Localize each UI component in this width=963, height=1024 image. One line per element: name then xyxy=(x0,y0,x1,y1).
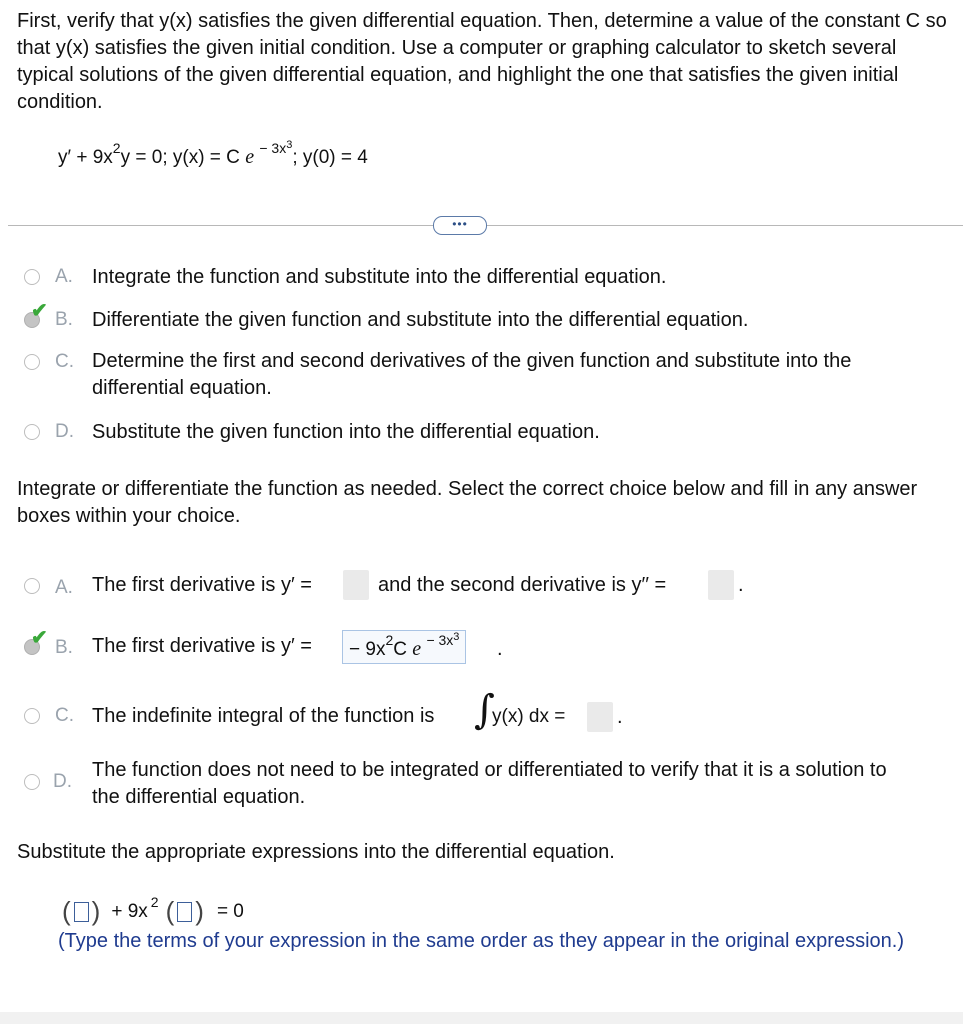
part2-a-radio[interactable] xyxy=(24,578,40,594)
part2-b-end: . xyxy=(497,638,503,660)
part2-c-end: . xyxy=(617,706,623,728)
bottom-bar xyxy=(0,1012,963,1024)
more-button[interactable]: ••• xyxy=(433,216,487,235)
part2-a-end: . xyxy=(738,574,744,596)
part2-a-letter: A. xyxy=(55,577,73,598)
option-a-letter: A. xyxy=(55,266,73,287)
eq-lhs: y′ + 9x xyxy=(58,147,113,168)
expr-input-1[interactable] xyxy=(74,902,89,922)
eq-ic: ; y(0) = 4 xyxy=(292,147,368,168)
option-d-letter: D. xyxy=(55,421,74,442)
part2-c-letter: C. xyxy=(55,705,74,726)
expr-equals: = 0 xyxy=(216,900,244,922)
part2-d-letter: D. xyxy=(53,771,72,792)
part2-a-text2: and the second derivative is y′′ = xyxy=(378,574,667,596)
option-a-text[interactable]: Integrate the function and substitute into the differential equation. xyxy=(92,266,667,288)
option-b-text[interactable]: Differentiate the given function and substitute into the differential equation. xyxy=(92,309,749,331)
integral-input[interactable] xyxy=(587,702,613,732)
option-c-text[interactable]: Determine the first and second derivatives of the given function and substitute into the differential equation. xyxy=(92,350,852,399)
part3-prompt: Substitute the appropriate expressions into the differential equation. xyxy=(17,841,615,863)
integral-sign: ∫ xyxy=(474,687,495,733)
part2-c-radio[interactable] xyxy=(24,708,40,724)
first-derivative-answer[interactable] xyxy=(342,630,466,664)
eq-e: e xyxy=(245,146,255,168)
question-intro: First, verify that y(x) satisfies the given differential equation. Then, determine a value of the constant C so that y(x) satisfies the given initial condition. Use a computer or graphing calculator to sketch several typical solutions of the given differential equation, and highlight the one that satisfies the given initial condition. xyxy=(17,10,947,113)
part2-a-text1: The first derivative is y′ = xyxy=(92,574,312,596)
expr-input-2[interactable] xyxy=(177,902,192,922)
given-equation xyxy=(58,139,368,169)
option-c-letter: C. xyxy=(55,351,74,372)
part2-c-text: The indefinite integral of the function is xyxy=(92,705,435,727)
answer-c: C xyxy=(393,639,407,660)
check-icon: ✔ xyxy=(31,627,48,649)
check-icon: ✔ xyxy=(31,300,48,322)
part2-prompt: Integrate or differentiate the function as needed. Select the correct choice below and fill in any answer boxes within your choice. xyxy=(17,478,918,527)
option-c-radio[interactable] xyxy=(24,354,40,370)
eq-exp: − 3x xyxy=(259,140,287,156)
answer-e: e xyxy=(412,638,422,660)
eq-exp-2: 2 xyxy=(112,140,121,156)
second-derivative-input[interactable] xyxy=(708,570,734,600)
option-a-radio[interactable] xyxy=(24,269,40,285)
first-derivative-input[interactable] xyxy=(343,570,369,600)
option-d-radio[interactable] xyxy=(24,424,40,440)
option-b-letter: B. xyxy=(55,309,73,330)
part2-b-text: The first derivative is y′ = xyxy=(92,635,312,657)
expr-plus: + 9x xyxy=(111,900,148,922)
paren-close-2: ) xyxy=(195,896,204,926)
eq-mid: y = 0; y(x) = C xyxy=(120,147,240,168)
part2-b-letter: B. xyxy=(55,637,73,658)
hint-text: (Type the terms of your expression in the same order as they appear in the original expression.) xyxy=(58,930,904,952)
eq-exp-3: 3 xyxy=(286,139,293,151)
part2-d-radio[interactable] xyxy=(24,774,40,790)
part2-c-integrand: y(x) dx = xyxy=(492,706,566,727)
substitution-expression xyxy=(62,893,244,927)
answer-exp-2: 2 xyxy=(385,632,394,648)
option-d-text[interactable]: Substitute the given function into the differential equation. xyxy=(92,421,600,443)
part2-d-text[interactable]: The function does not need to be integrated or differentiated to verify that it is a solution to the differential equation. xyxy=(92,759,887,808)
paren-open-2: ( xyxy=(165,896,175,926)
answer-exp: − 3x xyxy=(426,632,454,648)
paren-open-1: ( xyxy=(62,896,71,926)
paren-close-1: ) xyxy=(91,896,101,926)
answer-pre: − 9x xyxy=(349,639,386,660)
answer-exp-3: 3 xyxy=(453,631,460,643)
expr-exp-2: 2 xyxy=(150,893,159,910)
